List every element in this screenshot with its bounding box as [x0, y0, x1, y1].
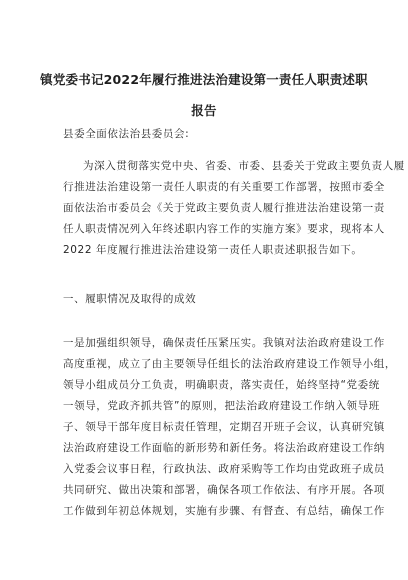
paragraph-1-line: 行推进法治建设第一责任人职责的有关重要工作部署，按照市委全 — [63, 181, 385, 193]
paragraph-1-line: 为深入贯彻落实党中央、省委、市委、县委关于党政主要负责人履 — [83, 160, 405, 172]
paragraph-2-line: 高度重视，成立了由主要领导任组长的法治政府建设工作领导小组， — [63, 358, 396, 370]
salutation: 县委全面依法治县委员会: — [63, 128, 190, 140]
paragraph-1-line: 2022 年度履行推进法治建设第一责任人职责述职报告如下。 — [63, 244, 363, 256]
paragraph-2-line: 工作做到年初总体规划，实施有步骤、有督查、有总结，确保工作 — [63, 505, 385, 517]
document-title-line-1: 镇党委书记2022年履行推进法治建设第一责任人职责述职 — [40, 72, 368, 87]
paragraph-1-line: 任人职责情况列入年终述职内容工作的实施方案》要求，现将本人 — [63, 223, 385, 235]
document-title-line-2: 报告 — [191, 103, 217, 118]
paragraph-2-line: 一领导，党政齐抓共管”的原则，把法治政府建设工作纳入领导班 — [63, 400, 380, 412]
paragraph-2-line: 法治政府建设工作面临的新形势和新任务。将法治政府建设工作纳 — [63, 442, 385, 454]
paragraph-2-line: 入党委会议事日程，行政执法、政府采购等工作均由党政班子成员 — [63, 463, 385, 475]
paragraph-2-line: 共同研究、做出决策和部署，确保各项工作依法、有序开展。各项 — [63, 484, 385, 496]
paragraph-2-line: 子、领导干部年度目标责任管理，定期召开班子会议，认真研究镇 — [63, 421, 385, 433]
paragraph-2-line: 一是加强组织领导，确保责任压紧压实。我镇对法治政府建设工作 — [63, 337, 385, 349]
paragraph-1-line: 面依法治市委员会《关于党政主要负责人履行推进法治建设第一责 — [63, 202, 385, 214]
section-heading-1: 一、履职情况及取得的成效 — [63, 293, 197, 305]
paragraph-2-line: 领导小组成员分工负责，明确职责，落实责任，始终坚持“党委统 — [63, 379, 380, 391]
